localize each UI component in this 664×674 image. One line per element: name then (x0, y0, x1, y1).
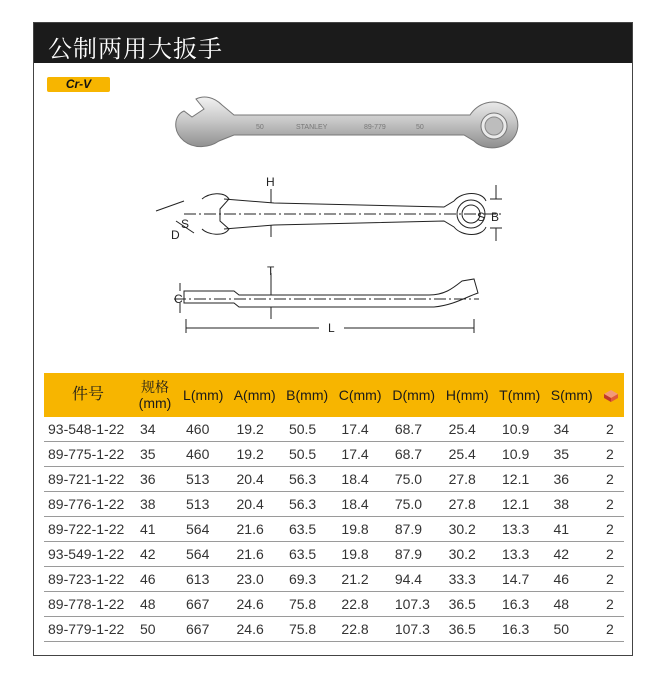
label-b: B (491, 210, 500, 224)
cell-c: 18.4 (333, 492, 386, 517)
cell-s: 48 (545, 592, 598, 617)
cell-l: 460 (178, 442, 229, 467)
cell-l: 667 (178, 617, 229, 642)
spec-table (44, 373, 624, 642)
table-row (44, 567, 624, 592)
cell-c: 22.8 (333, 617, 386, 642)
cell-part: 89-779-1-22 (44, 617, 132, 642)
cell-d: 87.9 (387, 542, 441, 567)
header-l: L(mm) (183, 387, 224, 403)
cell-d: 68.7 (387, 442, 441, 467)
cell-qty: 2 (598, 517, 624, 542)
cell-h: 25.4 (441, 442, 494, 467)
cell-l: 513 (178, 492, 229, 517)
cell-spec: 48 (132, 592, 178, 617)
cell-spec: 50 (132, 617, 178, 642)
cell-part: 93-549-1-22 (44, 542, 132, 567)
cell-part: 89-776-1-22 (44, 492, 132, 517)
cell-t: 14.7 (494, 567, 545, 592)
cell-b: 63.5 (281, 517, 333, 542)
table-row (44, 517, 624, 542)
cell-a: 19.2 (229, 417, 281, 442)
cell-a: 24.6 (229, 592, 281, 617)
cell-d: 94.4 (387, 567, 441, 592)
cell-s: 38 (545, 492, 598, 517)
cell-a: 19.2 (229, 442, 281, 467)
cell-spec: 46 (132, 567, 178, 592)
label-s-right: S (477, 210, 486, 224)
cell-h: 36.5 (441, 617, 494, 642)
cell-t: 12.1 (494, 492, 545, 517)
cell-b: 69.3 (281, 567, 333, 592)
header-pack (598, 373, 624, 417)
cell-spec: 34 (132, 417, 178, 442)
side-view (174, 273, 479, 333)
cell-qty: 2 (598, 542, 624, 567)
cell-l: 613 (178, 567, 229, 592)
cell-spec: 42 (132, 542, 178, 567)
box-icon (603, 389, 619, 403)
cell-h: 33.3 (441, 567, 494, 592)
wrench-marking: STANLEY (296, 124, 328, 131)
cell-s: 36 (545, 467, 598, 492)
cell-c: 21.2 (333, 567, 386, 592)
cell-d: 87.9 (387, 517, 441, 542)
cell-a: 20.4 (229, 492, 281, 517)
cell-t: 16.3 (494, 617, 545, 642)
cell-a: 20.4 (229, 467, 281, 492)
cell-c: 19.8 (333, 542, 386, 567)
cell-b: 75.8 (281, 592, 333, 617)
cell-a: 23.0 (229, 567, 281, 592)
cell-qty: 2 (598, 592, 624, 617)
cell-s: 35 (545, 442, 598, 467)
header-h: H(mm) (445, 387, 489, 403)
header-spec-line2: (mm) (138, 395, 172, 411)
cell-d: 107.3 (387, 617, 441, 642)
header-d: D(mm) (392, 387, 436, 403)
cell-d: 75.0 (387, 467, 441, 492)
cell-b: 75.8 (281, 617, 333, 642)
cell-spec: 36 (132, 467, 178, 492)
cell-c: 17.4 (333, 417, 386, 442)
cell-t: 16.3 (494, 592, 545, 617)
cell-h: 30.2 (441, 517, 494, 542)
table-header-row (44, 373, 624, 417)
cell-h: 25.4 (441, 417, 494, 442)
cell-h: 27.8 (441, 467, 494, 492)
table-row (44, 442, 624, 467)
label-l: L (328, 321, 335, 335)
cell-l: 513 (178, 467, 229, 492)
cell-qty: 2 (598, 417, 624, 442)
table-row (44, 492, 624, 517)
dimension-diagram (34, 23, 632, 363)
label-d: D (171, 228, 180, 242)
cell-qty: 2 (598, 617, 624, 642)
label-s-left: S (181, 217, 190, 231)
cell-part: 89-723-1-22 (44, 567, 132, 592)
cell-qty: 2 (598, 467, 624, 492)
cell-part: 93-548-1-22 (44, 417, 132, 442)
cell-l: 460 (178, 417, 229, 442)
cell-part: 89-722-1-22 (44, 517, 132, 542)
cell-t: 13.3 (494, 517, 545, 542)
header-c: C(mm) (338, 387, 382, 403)
cell-qty: 2 (598, 567, 624, 592)
cell-a: 21.6 (229, 517, 281, 542)
cell-b: 56.3 (281, 492, 333, 517)
page-title: 公制两用大扳手 (48, 35, 223, 63)
header-spec-line1: 规格 (141, 379, 169, 395)
cell-part: 89-721-1-22 (44, 467, 132, 492)
top-view (156, 185, 504, 241)
cell-l: 667 (178, 592, 229, 617)
cell-t: 13.3 (494, 542, 545, 567)
cell-a: 24.6 (229, 617, 281, 642)
cell-h: 30.2 (441, 542, 494, 567)
cell-s: 34 (545, 417, 598, 442)
cell-part: 89-775-1-22 (44, 442, 132, 467)
cell-spec: 38 (132, 492, 178, 517)
cell-c: 22.8 (333, 592, 386, 617)
table-row (44, 542, 624, 567)
product-panel (33, 22, 633, 656)
header-part: 件号 (71, 386, 104, 403)
cell-d: 68.7 (387, 417, 441, 442)
cell-t: 10.9 (494, 442, 545, 467)
cell-t: 10.9 (494, 417, 545, 442)
cell-l: 564 (178, 517, 229, 542)
cell-d: 75.0 (387, 492, 441, 517)
label-h: H (266, 175, 275, 189)
cell-t: 12.1 (494, 467, 545, 492)
cell-spec: 35 (132, 442, 178, 467)
cell-c: 19.8 (333, 517, 386, 542)
material-badge: Cr-V (47, 77, 110, 92)
cell-spec: 41 (132, 517, 178, 542)
cell-c: 17.4 (333, 442, 386, 467)
wrench-marking: 50 (416, 124, 424, 131)
cell-qty: 2 (598, 442, 624, 467)
cell-s: 41 (545, 517, 598, 542)
header-a: A(mm) (233, 387, 276, 403)
label-c: C (174, 292, 183, 306)
wrench-marking: 89-779 (364, 124, 386, 131)
header-b: B(mm) (286, 387, 329, 403)
table-row (44, 467, 624, 492)
cell-b: 50.5 (281, 442, 333, 467)
cell-s: 46 (545, 567, 598, 592)
cell-b: 50.5 (281, 417, 333, 442)
header-t: T(mm) (499, 387, 541, 403)
cell-a: 21.6 (229, 542, 281, 567)
cell-b: 63.5 (281, 542, 333, 567)
cell-s: 42 (545, 542, 598, 567)
cell-d: 107.3 (387, 592, 441, 617)
cell-part: 89-778-1-22 (44, 592, 132, 617)
table-row (44, 417, 624, 442)
cell-qty: 2 (598, 492, 624, 517)
wrench-marking: 50 (256, 124, 264, 131)
table-row (44, 592, 624, 617)
header-spec (132, 373, 178, 417)
cell-c: 18.4 (333, 467, 386, 492)
cell-b: 56.3 (281, 467, 333, 492)
table-row (44, 617, 624, 642)
cell-l: 564 (178, 542, 229, 567)
header-s: S(mm) (550, 387, 593, 403)
label-t: T (267, 264, 275, 278)
cell-h: 27.8 (441, 492, 494, 517)
cell-h: 36.5 (441, 592, 494, 617)
cell-s: 50 (545, 617, 598, 642)
